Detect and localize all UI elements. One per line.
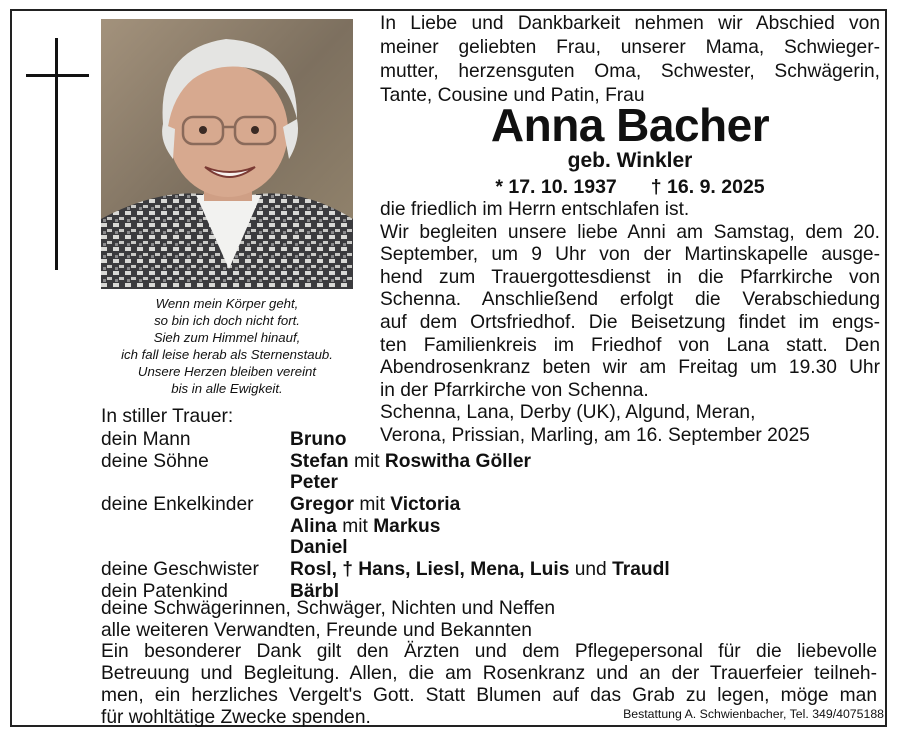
family-name: Victoria (390, 494, 461, 516)
deceased-name: Anna Bacher (490, 99, 770, 151)
connector-text: mit (353, 450, 380, 472)
death-date: † 16. 9. 2025 (650, 176, 765, 198)
intro-line: meiner geliebten Frau, unserer Mama, Schwieger- (380, 37, 880, 58)
body-line: hend zum Trauergottesdienst in die Pfarrkirche von (380, 266, 880, 288)
relation-label: deine Geschwister (101, 559, 259, 581)
poem-line: so bin ich doch nicht fort. (154, 312, 300, 328)
body-line: Schenna. Anschließend erfolgt die Verabschiedung (380, 289, 880, 311)
body-line: Abendrosenkranz beten wir am Freitag um 19.30 Uhr (380, 357, 880, 379)
family-name: Markus (373, 515, 441, 537)
intro-line: In Liebe und Dankbarkeit nehmen wir Abschied von (380, 13, 880, 34)
closing-line: Betreuung und Begleitung. Allen, die am Rosenkranz und an der Trauerfeier teilneh- (101, 663, 877, 685)
closing-line: für wohltätige Zwecke spenden. (101, 706, 371, 728)
body-line: in der Pfarrkirche von Schenna. (380, 379, 649, 401)
poem-line: ich fall leise herab als Sternenstaub. (121, 346, 333, 362)
body-line: Schenna, Lana, Derby (UK), Algund, Meran, (380, 402, 756, 424)
closing-line: men, ein herzliches Vergelt's Gott. Statt Blumen auf das Grab zu legen, möge man (101, 684, 877, 706)
family-name: Gregor (290, 494, 354, 516)
connector-text: mit (342, 515, 368, 537)
family-name: Alina (290, 515, 337, 537)
relation-label: dein Patenkind (101, 580, 228, 602)
life-dates (380, 175, 880, 199)
relation-label: deine Söhne (101, 450, 209, 472)
family-name: Bruno (290, 429, 347, 450)
body-line: die friedlich im Herrn entschlafen ist. (380, 199, 690, 220)
family-name: Roswitha Göller (384, 450, 531, 472)
connector-text: mit (359, 494, 385, 516)
memorial-poem (101, 296, 353, 397)
funeral-home-credit: Bestattung A. Schwienbacher, Tel. 349/4075188 (623, 707, 884, 721)
family-name: Peter (290, 472, 338, 494)
family-name: Rosl, † Hans, Liesl, Mena, Luis (290, 559, 570, 581)
intro-text (380, 12, 880, 108)
poem-line: bis in alle Ewigkeit. (171, 380, 283, 396)
body-line: September, um 9 Uhr von der Martinskapelle ausge- (380, 244, 880, 266)
family-name: Traudl (612, 559, 670, 581)
portrait-photo (101, 19, 353, 289)
poem-line: Unsere Herzen bleiben vereint (137, 363, 317, 379)
family-name: Stefan (290, 450, 349, 472)
poem-line: Sieh zum Himmel hinauf, (153, 329, 301, 345)
maiden-name: geb. Winkler (567, 149, 693, 172)
birth-date: * 17. 10. 1937 (495, 176, 617, 198)
relation-label: deine Enkelkinder (101, 494, 254, 516)
closing-line: alle weiteren Verwandten, Freunde und Bekannten (101, 619, 532, 641)
connector-text: und (574, 559, 607, 581)
body-line: Verona, Prissian, Marling, am 16. September 2025 (380, 424, 810, 446)
family-name: Bärbl (290, 580, 340, 602)
closing-line: deine Schwägerinnen, Schwäger, Nichten und Neffen (101, 598, 556, 619)
poem-line: Wenn mein Körper geht, (155, 296, 299, 311)
body-line: Wir begleiten unsere liebe Anni am Samstag, dem 20. (380, 221, 880, 243)
intro-line: mutter, herzensguten Oma, Schwester, Schwägerin, (380, 61, 880, 82)
announcement-text (380, 199, 880, 448)
mourners-heading: In stiller Trauer: (101, 406, 234, 427)
body-line: ten Familienkreis im Friedhof von Lana statt. Den (380, 334, 880, 356)
body-line: auf dem Ortsfriedhof. Die Beisetzung findet im engs- (380, 311, 880, 333)
family-name: Daniel (290, 537, 348, 559)
relation-label: dein Mann (101, 429, 191, 450)
closing-line: Ein besonderer Dank gilt den Ärzten und dem Pflegepersonal für die liebevolle (101, 641, 877, 663)
intro-line: Tante, Cousine und Patin, Frau (380, 85, 645, 106)
